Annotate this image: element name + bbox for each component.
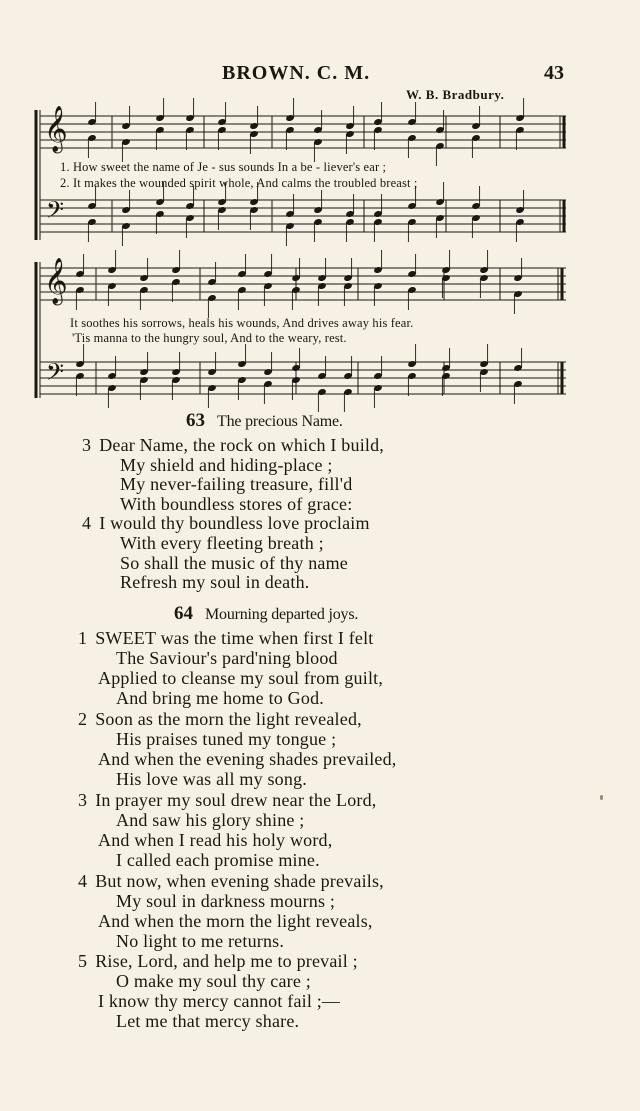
- treble-clef: 𝄞: [44, 106, 68, 152]
- verse-line: [116, 850, 320, 871]
- hymn-number: 64: [174, 603, 193, 624]
- hymn-heading-64: [174, 603, 358, 625]
- verse-line: [116, 810, 305, 831]
- verse-number: 1: [78, 628, 88, 648]
- verse-line: [120, 474, 352, 495]
- hymn-number: 63: [186, 410, 205, 431]
- verse-text: Dear Name, the rock on which I build,: [99, 435, 385, 455]
- verse-number: 3: [82, 435, 92, 455]
- verse-text: And bring me home to God.: [116, 688, 324, 708]
- hymn-heading-63: [186, 410, 343, 432]
- composer-credit: W. B. Bradbury.: [406, 87, 505, 102]
- verse-line: [116, 648, 338, 669]
- hymn-title: Mourning departed joys.: [205, 606, 359, 623]
- verse-text: With boundless stores of grace:: [120, 493, 353, 514]
- verse-text: SWEET was the time when first I felt: [95, 628, 374, 648]
- verse-line: [98, 668, 383, 689]
- verse-line: [98, 991, 340, 1012]
- music-score: [0, 0, 640, 420]
- verse-line: [120, 455, 333, 476]
- lyric-system2-verse2: 'Tis manna to the hungry soul, And to the weary, rest.: [72, 331, 347, 345]
- verse-line: [98, 911, 373, 932]
- hymn-title: The precious Name.: [217, 413, 343, 430]
- page-number: 43: [544, 62, 564, 84]
- treble-clef: 𝄞: [44, 258, 68, 304]
- verse-line: [78, 790, 377, 811]
- verse-line: [78, 871, 384, 892]
- verse-line: [116, 688, 324, 709]
- lyric-system1-verse2: 2. It makes the wounded spirit whole, And calms the troubled breast ;: [60, 176, 418, 190]
- bass-clef: 𝄢: [46, 358, 65, 391]
- lyric-system2-verse1: It soothes his sorrows, heals his wounds, And drives away his fear.: [70, 316, 414, 330]
- verse-text: His praises tuned my tongue ;: [116, 729, 337, 749]
- verse-text: The Saviour's pard'ning blood: [116, 648, 338, 668]
- verse-text: Refresh my soul in death.: [120, 572, 310, 593]
- verse-line: [116, 891, 335, 912]
- verse-line: [78, 628, 374, 649]
- verse-text: So shall the music of thy name: [120, 552, 348, 573]
- verse-text: No light to me returns.: [116, 931, 285, 951]
- verse-line: [116, 769, 307, 790]
- verse-line: [116, 931, 284, 952]
- verse-text: O make my soul thy care ;: [116, 971, 311, 991]
- verse-line: [116, 1011, 299, 1032]
- verse-text: But now, when evening shade prevails,: [95, 871, 384, 891]
- verse-number: 5: [78, 951, 88, 971]
- verse-line: [120, 553, 348, 574]
- verse-text: Soon as the morn the light revealed,: [95, 709, 362, 729]
- verse-text: My never-failing treasure, fill'd: [120, 474, 353, 495]
- verse-text: I know thy mercy cannot fail ;—: [98, 991, 341, 1011]
- verse-number: 2: [78, 709, 88, 729]
- verse-text: My shield and hiding-place ;: [120, 454, 333, 475]
- verse-text: With every fleeting breath ;: [120, 533, 324, 553]
- paper-blemish: [600, 795, 603, 800]
- verse-number: 3: [78, 790, 88, 810]
- verse-line: [82, 513, 370, 534]
- verse-number: 4: [82, 513, 92, 534]
- verse-text: And when the evening shades prevailed,: [98, 749, 397, 769]
- verse-text: I called each promise mine.: [116, 850, 320, 870]
- verse-line: [120, 494, 352, 515]
- tune-title: BROWN. C. M.: [222, 62, 371, 84]
- verse-line: [98, 749, 397, 770]
- verse-text: Applied to cleanse my soul from guilt,: [98, 668, 384, 688]
- verse-line: [116, 729, 336, 750]
- verse-line: [78, 709, 362, 730]
- verse-text: And when I read his holy word,: [98, 830, 333, 850]
- verse-text: Rise, Lord, and help me to prevail ;: [95, 951, 358, 971]
- verse-line: [120, 572, 309, 593]
- verse-text: I would thy boundless love proclaim: [99, 513, 370, 534]
- verse-line: [98, 830, 332, 851]
- lyric-system1-verse1: 1. How sweet the name of Je - sus sounds In a be - liever's ear ;: [60, 160, 387, 174]
- verse-text: Let me that mercy share.: [116, 1011, 300, 1031]
- verse-text: And when the morn the light reveals,: [98, 911, 373, 931]
- verse-number: 4: [78, 871, 88, 891]
- bass-clef: 𝄢: [46, 196, 65, 229]
- verse-line: [120, 533, 324, 554]
- verse-line: [116, 971, 311, 992]
- verse-text: His love was all my song.: [116, 769, 307, 789]
- verse-text: In prayer my soul drew near the Lord,: [95, 790, 377, 810]
- verse-line: [82, 435, 384, 456]
- verse-line: [78, 951, 358, 972]
- verse-text: My soul in darkness mourns ;: [116, 891, 336, 911]
- verse-text: And saw his glory shine ;: [116, 810, 305, 830]
